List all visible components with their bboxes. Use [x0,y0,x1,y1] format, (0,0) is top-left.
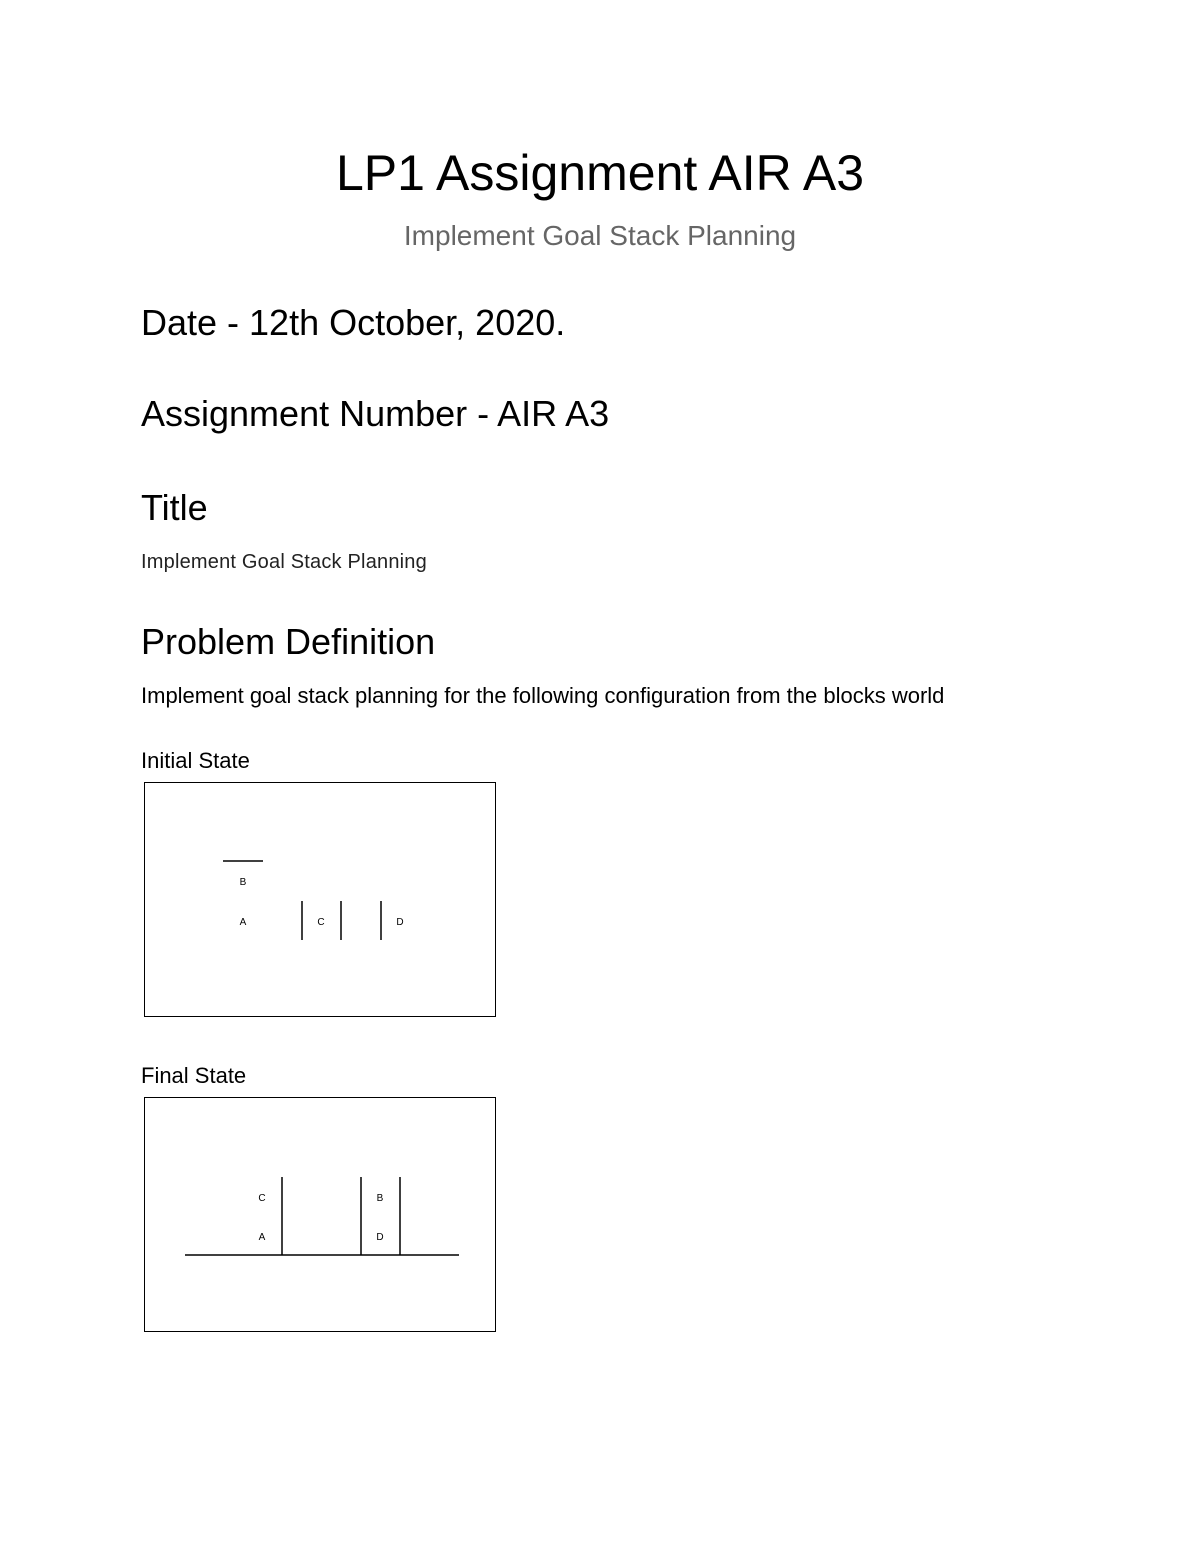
initial-state-diagram [144,782,496,1017]
initial-state-blocks [145,783,497,1018]
document-title: LP1 Assignment AIR A3 [335,145,865,201]
assignment-number-heading: Assignment Number - AIR A3 [141,393,610,434]
block-d-label: D [396,917,404,928]
title-heading: Title [141,487,208,528]
problem-definition-text: Implement goal stack planning for the following configuration from the blocks world [141,683,945,708]
block-d-label: D [376,1232,384,1243]
initial-state-label: Initial State [141,748,250,773]
block-a-label: A [239,917,247,928]
block-c-label: C [258,1193,266,1204]
block-a-label: A [258,1232,266,1243]
problem-definition-heading: Problem Definition [141,621,436,662]
block-b-label: B [376,1193,384,1204]
title-text: Implement Goal Stack Planning [141,551,427,573]
block-c-label: C [317,917,325,928]
final-state-blocks [145,1098,497,1333]
final-state-diagram [144,1097,496,1332]
document-subtitle: Implement Goal Stack Planning [403,220,797,251]
block-b-label: B [239,877,247,888]
final-state-label: Final State [141,1063,247,1088]
date-heading: Date - 12th October, 2020. [141,302,566,343]
